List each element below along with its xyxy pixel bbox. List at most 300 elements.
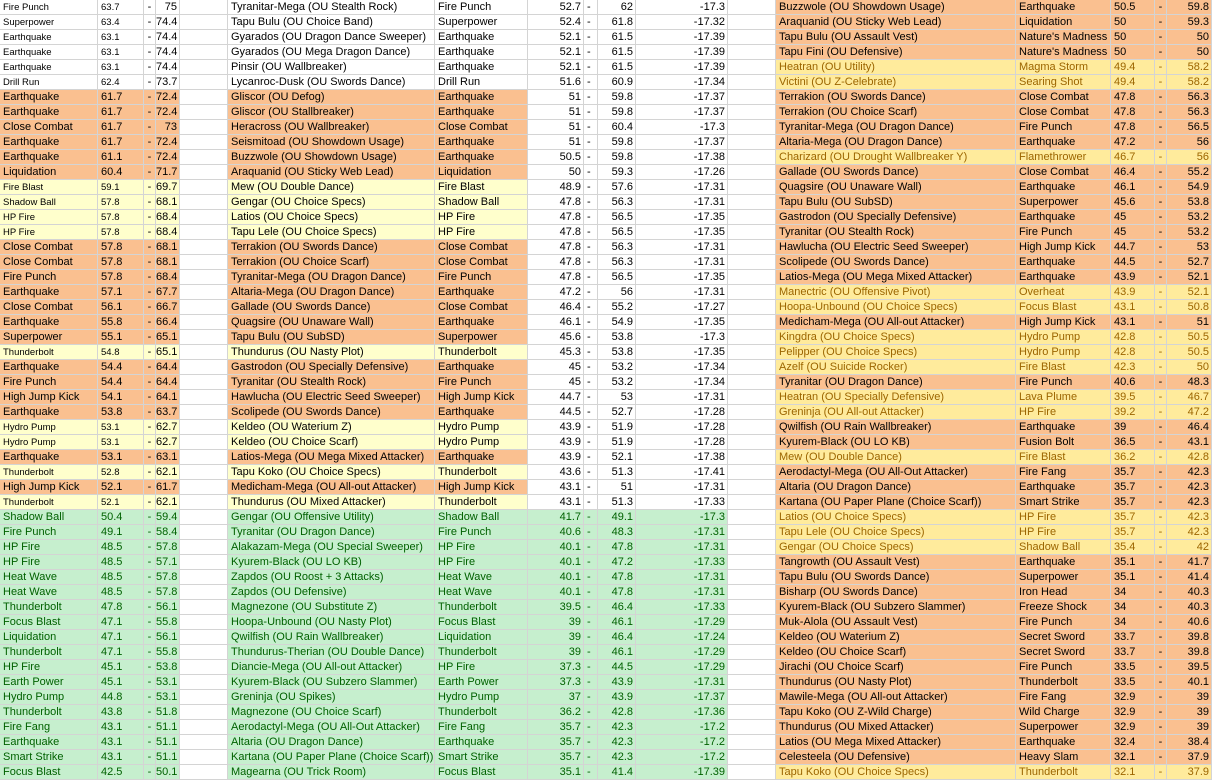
empty-cell[interactable] (180, 420, 228, 435)
pokemon-set-cell[interactable]: Gallade (OU Swords Dance) (228, 300, 435, 315)
move-cell[interactable]: Close Combat (435, 255, 528, 270)
min-damage-cell[interactable]: 35.7 (528, 750, 584, 765)
min-damage-cell[interactable]: 54.4 (98, 375, 144, 390)
move-cell[interactable]: Earthquake (435, 135, 528, 150)
empty-cell[interactable] (180, 105, 228, 120)
max-damage-cell[interactable]: 68.1 (156, 195, 180, 210)
difference-cell[interactable]: -17.31 (636, 240, 728, 255)
min-damage-cell[interactable]: 43.9 (528, 420, 584, 435)
min-damage-cell[interactable]: 43.6 (528, 465, 584, 480)
move-cell[interactable]: Thunderbolt (1016, 675, 1111, 690)
difference-cell[interactable]: -17.31 (636, 195, 728, 210)
min-damage-cell[interactable]: 35.7 (528, 735, 584, 750)
move-cell[interactable]: Heat Wave (0, 570, 98, 585)
min-damage-cell[interactable]: 45 (528, 375, 584, 390)
pokemon-set-cell[interactable]: Diancie-Mega (OU All-out Attacker) (228, 660, 435, 675)
dash-cell[interactable]: - (144, 120, 156, 135)
pokemon-set-cell[interactable]: Latios (OU Choice Specs) (776, 510, 1016, 525)
move-cell[interactable]: Fire Punch (435, 375, 528, 390)
min-damage-cell[interactable]: 37 (528, 690, 584, 705)
empty-cell[interactable] (180, 675, 228, 690)
pokemon-set-cell[interactable]: Thundurus (OU Nasty Plot) (228, 345, 435, 360)
max-damage-cell[interactable]: 74.4 (156, 30, 180, 45)
min-damage-cell[interactable]: 47.8 (1111, 90, 1155, 105)
max-damage-cell[interactable]: 42 (1167, 540, 1212, 555)
empty-cell[interactable] (180, 495, 228, 510)
empty-cell[interactable] (180, 510, 228, 525)
dash-cell[interactable]: - (584, 585, 598, 600)
max-damage-cell[interactable]: 56.3 (598, 195, 636, 210)
move-cell[interactable]: Focus Blast (1016, 300, 1111, 315)
empty-cell[interactable] (728, 375, 776, 390)
max-damage-cell[interactable]: 72.4 (156, 105, 180, 120)
max-damage-cell[interactable]: 40.6 (1167, 615, 1212, 630)
dash-cell[interactable]: - (144, 705, 156, 720)
pokemon-set-cell[interactable]: Tapu Koko (OU Choice Specs) (228, 465, 435, 480)
min-damage-cell[interactable]: 60.4 (98, 165, 144, 180)
move-cell[interactable]: Earthquake (0, 405, 98, 420)
min-damage-cell[interactable]: 33.7 (1111, 645, 1155, 660)
max-damage-cell[interactable]: 66.7 (156, 300, 180, 315)
pokemon-set-cell[interactable]: Aerodactyl-Mega (OU All-Out Attacker) (776, 465, 1016, 480)
move-cell[interactable]: HP Fire (1016, 510, 1111, 525)
move-cell[interactable]: Hydro Pump (1016, 345, 1111, 360)
max-damage-cell[interactable]: 67.7 (156, 285, 180, 300)
pokemon-set-cell[interactable]: Latios (OU Choice Specs) (228, 210, 435, 225)
max-damage-cell[interactable]: 58.2 (1167, 60, 1212, 75)
move-cell[interactable]: Smart Strike (1016, 495, 1111, 510)
difference-cell[interactable]: -17.39 (636, 765, 728, 780)
min-damage-cell[interactable]: 53.1 (98, 435, 144, 450)
max-damage-cell[interactable]: 38.4 (1167, 735, 1212, 750)
min-damage-cell[interactable]: 52.1 (528, 30, 584, 45)
move-cell[interactable]: Fire Punch (1016, 660, 1111, 675)
max-damage-cell[interactable]: 63.1 (156, 450, 180, 465)
min-damage-cell[interactable]: 47.8 (98, 600, 144, 615)
move-cell[interactable]: Close Combat (1016, 165, 1111, 180)
difference-cell[interactable]: -17.39 (636, 30, 728, 45)
difference-cell[interactable]: -17.33 (636, 600, 728, 615)
move-cell[interactable]: Liquidation (0, 630, 98, 645)
empty-cell[interactable] (728, 450, 776, 465)
max-damage-cell[interactable]: 46.1 (598, 645, 636, 660)
min-damage-cell[interactable]: 45.1 (98, 675, 144, 690)
min-damage-cell[interactable]: 50.5 (1111, 0, 1155, 15)
max-damage-cell[interactable]: 72.4 (156, 90, 180, 105)
difference-cell[interactable]: -17.33 (636, 555, 728, 570)
dash-cell[interactable]: - (1155, 750, 1167, 765)
dash-cell[interactable]: - (584, 435, 598, 450)
move-cell[interactable]: Superpower (0, 330, 98, 345)
max-damage-cell[interactable]: 46.1 (598, 615, 636, 630)
empty-cell[interactable] (728, 75, 776, 90)
max-damage-cell[interactable]: 43.9 (598, 690, 636, 705)
max-damage-cell[interactable]: 64.4 (156, 360, 180, 375)
max-damage-cell[interactable]: 51.9 (598, 420, 636, 435)
dash-cell[interactable]: - (1155, 60, 1167, 75)
empty-cell[interactable] (728, 570, 776, 585)
move-cell[interactable]: Close Combat (0, 255, 98, 270)
dash-cell[interactable]: - (1155, 330, 1167, 345)
min-damage-cell[interactable]: 53.8 (98, 405, 144, 420)
max-damage-cell[interactable]: 62.1 (156, 495, 180, 510)
max-damage-cell[interactable]: 52.1 (1167, 285, 1212, 300)
empty-cell[interactable] (728, 675, 776, 690)
pokemon-set-cell[interactable]: Kyurem-Black (OU LO KB) (228, 555, 435, 570)
max-damage-cell[interactable]: 50.5 (1167, 345, 1212, 360)
difference-cell[interactable]: -17.39 (636, 60, 728, 75)
min-damage-cell[interactable]: 39 (528, 630, 584, 645)
move-cell[interactable]: Liquidation (435, 630, 528, 645)
dash-cell[interactable]: - (584, 330, 598, 345)
difference-cell[interactable]: -17.31 (636, 390, 728, 405)
dash-cell[interactable]: - (144, 735, 156, 750)
max-damage-cell[interactable]: 68.1 (156, 240, 180, 255)
min-damage-cell[interactable]: 35.7 (1111, 465, 1155, 480)
pokemon-set-cell[interactable]: Muk-Alola (OU Assault Vest) (776, 615, 1016, 630)
difference-cell[interactable]: -17.31 (636, 285, 728, 300)
min-damage-cell[interactable]: 47.8 (528, 195, 584, 210)
difference-cell[interactable]: -17.31 (636, 480, 728, 495)
min-damage-cell[interactable]: 45 (1111, 225, 1155, 240)
empty-cell[interactable] (728, 255, 776, 270)
dash-cell[interactable]: - (584, 720, 598, 735)
move-cell[interactable]: Superpower (435, 330, 528, 345)
min-damage-cell[interactable]: 43.1 (1111, 300, 1155, 315)
dash-cell[interactable]: - (1155, 195, 1167, 210)
max-damage-cell[interactable]: 57.8 (156, 540, 180, 555)
move-cell[interactable]: Flamethrower (1016, 150, 1111, 165)
dash-cell[interactable]: - (584, 630, 598, 645)
difference-cell[interactable]: -17.39 (636, 45, 728, 60)
move-cell[interactable]: Earthquake (435, 30, 528, 45)
move-cell[interactable]: Thunderbolt (0, 345, 98, 360)
max-damage-cell[interactable]: 52.1 (1167, 270, 1212, 285)
dash-cell[interactable]: - (144, 480, 156, 495)
move-cell[interactable]: Close Combat (435, 240, 528, 255)
move-cell[interactable]: Hydro Pump (1016, 330, 1111, 345)
dash-cell[interactable]: - (144, 330, 156, 345)
max-damage-cell[interactable]: 41.4 (598, 765, 636, 780)
pokemon-set-cell[interactable]: Thundurus (OU Mixed Attacker) (228, 495, 435, 510)
move-cell[interactable]: Hydro Pump (0, 690, 98, 705)
min-damage-cell[interactable]: 52.1 (98, 495, 144, 510)
min-damage-cell[interactable]: 50 (1111, 30, 1155, 45)
dash-cell[interactable]: - (144, 405, 156, 420)
move-cell[interactable]: Earthquake (1016, 420, 1111, 435)
empty-cell[interactable] (728, 45, 776, 60)
move-cell[interactable]: Close Combat (0, 240, 98, 255)
pokemon-set-cell[interactable]: Bisharp (OU Swords Dance) (776, 585, 1016, 600)
pokemon-set-cell[interactable]: Heatran (OU Specially Defensive) (776, 390, 1016, 405)
max-damage-cell[interactable]: 57.6 (598, 180, 636, 195)
dash-cell[interactable]: - (584, 480, 598, 495)
dash-cell[interactable]: - (584, 555, 598, 570)
dash-cell[interactable]: - (584, 0, 598, 15)
empty-cell[interactable] (728, 225, 776, 240)
move-cell[interactable]: Smart Strike (0, 750, 98, 765)
max-damage-cell[interactable]: 56.1 (156, 630, 180, 645)
max-damage-cell[interactable]: 42.3 (598, 735, 636, 750)
min-damage-cell[interactable]: 50 (1111, 45, 1155, 60)
min-damage-cell[interactable]: 47.1 (98, 630, 144, 645)
min-damage-cell[interactable]: 52.1 (98, 480, 144, 495)
difference-cell[interactable]: -17.3 (636, 120, 728, 135)
empty-cell[interactable] (180, 180, 228, 195)
max-damage-cell[interactable]: 40.1 (1167, 675, 1212, 690)
difference-cell[interactable]: -17.31 (636, 255, 728, 270)
dash-cell[interactable]: - (144, 45, 156, 60)
move-cell[interactable]: Fire Fang (1016, 690, 1111, 705)
move-cell[interactable]: Shadow Ball (0, 195, 98, 210)
dash-cell[interactable]: - (584, 735, 598, 750)
dash-cell[interactable]: - (1155, 495, 1167, 510)
dash-cell[interactable]: - (1155, 30, 1167, 45)
pokemon-set-cell[interactable]: Tyranitar (OU Stealth Rock) (228, 375, 435, 390)
dash-cell[interactable]: - (144, 195, 156, 210)
max-damage-cell[interactable]: 59.8 (598, 150, 636, 165)
empty-cell[interactable] (180, 570, 228, 585)
pokemon-set-cell[interactable]: Keldeo (OU Choice Scarf) (228, 435, 435, 450)
move-cell[interactable]: Searing Shot (1016, 75, 1111, 90)
max-damage-cell[interactable]: 53.2 (598, 375, 636, 390)
dash-cell[interactable]: - (144, 660, 156, 675)
difference-cell[interactable]: -17.37 (636, 135, 728, 150)
min-damage-cell[interactable]: 54.1 (98, 390, 144, 405)
move-cell[interactable]: Earthquake (0, 105, 98, 120)
max-damage-cell[interactable]: 53.8 (156, 660, 180, 675)
difference-cell[interactable]: -17.2 (636, 750, 728, 765)
dash-cell[interactable]: - (144, 615, 156, 630)
dash-cell[interactable]: - (1155, 570, 1167, 585)
max-damage-cell[interactable]: 55.8 (156, 615, 180, 630)
max-damage-cell[interactable]: 51 (1167, 315, 1212, 330)
min-damage-cell[interactable]: 51 (528, 135, 584, 150)
dash-cell[interactable]: - (584, 645, 598, 660)
max-damage-cell[interactable]: 48.3 (598, 525, 636, 540)
dash-cell[interactable]: - (584, 510, 598, 525)
move-cell[interactable]: Heat Wave (435, 570, 528, 585)
min-damage-cell[interactable]: 35.7 (1111, 510, 1155, 525)
empty-cell[interactable] (180, 120, 228, 135)
dash-cell[interactable]: - (1155, 105, 1167, 120)
min-damage-cell[interactable]: 61.1 (98, 150, 144, 165)
max-damage-cell[interactable]: 61.5 (598, 45, 636, 60)
min-damage-cell[interactable]: 63.1 (98, 60, 144, 75)
max-damage-cell[interactable]: 50 (1167, 30, 1212, 45)
pokemon-set-cell[interactable]: Magnezone (OU Choice Scarf) (228, 705, 435, 720)
dash-cell[interactable]: - (584, 495, 598, 510)
move-cell[interactable]: Fire Punch (1016, 225, 1111, 240)
pokemon-set-cell[interactable]: Tyranitar-Mega (OU Dragon Dance) (776, 120, 1016, 135)
move-cell[interactable]: Thunderbolt (435, 465, 528, 480)
dash-cell[interactable]: - (584, 570, 598, 585)
move-cell[interactable]: Drill Run (435, 75, 528, 90)
min-damage-cell[interactable]: 43.8 (98, 705, 144, 720)
empty-cell[interactable] (728, 90, 776, 105)
pokemon-set-cell[interactable]: Kyurem-Black (OU Subzero Slammer) (228, 675, 435, 690)
dash-cell[interactable]: - (144, 645, 156, 660)
move-cell[interactable]: Shadow Ball (0, 510, 98, 525)
empty-cell[interactable] (728, 345, 776, 360)
max-damage-cell[interactable]: 72.4 (156, 135, 180, 150)
max-damage-cell[interactable]: 53.2 (598, 360, 636, 375)
dash-cell[interactable]: - (144, 555, 156, 570)
max-damage-cell[interactable]: 74.4 (156, 60, 180, 75)
max-damage-cell[interactable]: 72.4 (156, 150, 180, 165)
difference-cell[interactable]: -17.31 (636, 540, 728, 555)
move-cell[interactable]: Shadow Ball (435, 195, 528, 210)
dash-cell[interactable]: - (1155, 510, 1167, 525)
dash-cell[interactable]: - (144, 600, 156, 615)
empty-cell[interactable] (180, 315, 228, 330)
max-damage-cell[interactable]: 42.3 (598, 720, 636, 735)
min-damage-cell[interactable]: 33.5 (1111, 675, 1155, 690)
dash-cell[interactable]: - (144, 360, 156, 375)
min-damage-cell[interactable]: 37.3 (528, 675, 584, 690)
empty-cell[interactable] (180, 240, 228, 255)
max-damage-cell[interactable]: 39 (1167, 705, 1212, 720)
difference-cell[interactable]: -17.26 (636, 165, 728, 180)
max-damage-cell[interactable]: 74.4 (156, 15, 180, 30)
pokemon-set-cell[interactable]: Celesteela (OU Defensive) (776, 750, 1016, 765)
max-damage-cell[interactable]: 56 (1167, 135, 1212, 150)
difference-cell[interactable]: -17.28 (636, 435, 728, 450)
move-cell[interactable]: Heat Wave (0, 585, 98, 600)
max-damage-cell[interactable]: 66.4 (156, 315, 180, 330)
move-cell[interactable]: Earthquake (435, 315, 528, 330)
empty-cell[interactable] (728, 540, 776, 555)
dash-cell[interactable]: - (1155, 225, 1167, 240)
max-damage-cell[interactable]: 68.4 (156, 225, 180, 240)
pokemon-set-cell[interactable]: Tapu Lele (OU Choice Specs) (776, 525, 1016, 540)
move-cell[interactable]: High Jump Kick (1016, 315, 1111, 330)
max-damage-cell[interactable]: 53.2 (1167, 210, 1212, 225)
dash-cell[interactable]: - (144, 390, 156, 405)
pokemon-set-cell[interactable]: Medicham-Mega (OU All-out Attacker) (776, 315, 1016, 330)
min-damage-cell[interactable]: 49.4 (1111, 60, 1155, 75)
dash-cell[interactable]: - (144, 750, 156, 765)
move-cell[interactable]: Nature's Madness (1016, 30, 1111, 45)
move-cell[interactable]: Close Combat (435, 120, 528, 135)
empty-cell[interactable] (728, 180, 776, 195)
max-damage-cell[interactable]: 52.7 (598, 405, 636, 420)
dash-cell[interactable]: - (584, 90, 598, 105)
move-cell[interactable]: Focus Blast (435, 615, 528, 630)
dash-cell[interactable]: - (1155, 75, 1167, 90)
empty-cell[interactable] (180, 450, 228, 465)
max-damage-cell[interactable]: 65.1 (156, 345, 180, 360)
empty-cell[interactable] (728, 435, 776, 450)
min-damage-cell[interactable]: 53.1 (98, 450, 144, 465)
empty-cell[interactable] (180, 555, 228, 570)
move-cell[interactable]: Earthquake (0, 45, 98, 60)
max-damage-cell[interactable]: 42.3 (1167, 510, 1212, 525)
move-cell[interactable]: Fire Fang (0, 720, 98, 735)
dash-cell[interactable]: - (584, 240, 598, 255)
difference-cell[interactable]: -17.34 (636, 75, 728, 90)
dash-cell[interactable]: - (584, 120, 598, 135)
empty-cell[interactable] (728, 300, 776, 315)
difference-cell[interactable]: -17.37 (636, 105, 728, 120)
pokemon-set-cell[interactable]: Keldeo (OU Choice Scarf) (776, 645, 1016, 660)
move-cell[interactable]: HP Fire (435, 210, 528, 225)
move-cell[interactable]: Fire Punch (0, 525, 98, 540)
difference-cell[interactable]: -17.38 (636, 450, 728, 465)
dash-cell[interactable]: - (144, 150, 156, 165)
min-damage-cell[interactable]: 41.7 (528, 510, 584, 525)
move-cell[interactable]: HP Fire (435, 225, 528, 240)
difference-cell[interactable]: -17.31 (636, 570, 728, 585)
min-damage-cell[interactable]: 51 (528, 90, 584, 105)
empty-cell[interactable] (180, 0, 228, 15)
move-cell[interactable]: HP Fire (0, 225, 98, 240)
pokemon-set-cell[interactable]: Latios-Mega (OU Mega Mixed Attacker) (776, 270, 1016, 285)
min-damage-cell[interactable]: 36.2 (528, 705, 584, 720)
empty-cell[interactable] (180, 15, 228, 30)
move-cell[interactable]: Thunderbolt (0, 645, 98, 660)
max-damage-cell[interactable]: 57.8 (156, 585, 180, 600)
dash-cell[interactable]: - (584, 255, 598, 270)
max-damage-cell[interactable]: 46.4 (598, 600, 636, 615)
move-cell[interactable]: HP Fire (435, 660, 528, 675)
max-damage-cell[interactable]: 42.3 (1167, 480, 1212, 495)
min-damage-cell[interactable]: 45.1 (98, 660, 144, 675)
move-cell[interactable]: Close Combat (435, 300, 528, 315)
dash-cell[interactable]: - (584, 600, 598, 615)
empty-cell[interactable] (728, 510, 776, 525)
empty-cell[interactable] (180, 465, 228, 480)
move-cell[interactable]: Earthquake (0, 315, 98, 330)
empty-cell[interactable] (728, 60, 776, 75)
pokemon-set-cell[interactable]: Hoopa-Unbound (OU Choice Specs) (776, 300, 1016, 315)
min-damage-cell[interactable]: 56.1 (98, 300, 144, 315)
move-cell[interactable]: Liquidation (0, 165, 98, 180)
min-damage-cell[interactable]: 57.8 (98, 195, 144, 210)
pokemon-set-cell[interactable]: Gliscor (OU Stallbreaker) (228, 105, 435, 120)
move-cell[interactable]: Earthquake (0, 30, 98, 45)
pokemon-set-cell[interactable]: Terrakion (OU Choice Scarf) (228, 255, 435, 270)
dash-cell[interactable]: - (1155, 420, 1167, 435)
move-cell[interactable]: Close Combat (1016, 90, 1111, 105)
min-damage-cell[interactable]: 51 (528, 120, 584, 135)
pokemon-set-cell[interactable]: Lycanroc-Dusk (OU Swords Dance) (228, 75, 435, 90)
move-cell[interactable]: Fire Blast (1016, 450, 1111, 465)
max-damage-cell[interactable]: 51.1 (156, 720, 180, 735)
move-cell[interactable]: HP Fire (1016, 405, 1111, 420)
dash-cell[interactable]: - (1155, 240, 1167, 255)
pokemon-set-cell[interactable]: Tapu Bulu (OU Assault Vest) (776, 30, 1016, 45)
max-damage-cell[interactable]: 50.1 (156, 765, 180, 780)
dash-cell[interactable]: - (144, 285, 156, 300)
empty-cell[interactable] (180, 615, 228, 630)
pokemon-set-cell[interactable]: Hawlucha (OU Electric Seed Sweeper) (228, 390, 435, 405)
max-damage-cell[interactable]: 42.8 (1167, 450, 1212, 465)
move-cell[interactable]: Liquidation (1016, 15, 1111, 30)
max-damage-cell[interactable]: 52.7 (1167, 255, 1212, 270)
move-cell[interactable]: Fire Punch (0, 375, 98, 390)
min-damage-cell[interactable]: 57.8 (98, 270, 144, 285)
dash-cell[interactable]: - (144, 105, 156, 120)
min-damage-cell[interactable]: 43.1 (98, 720, 144, 735)
move-cell[interactable]: Hydro Pump (0, 420, 98, 435)
min-damage-cell[interactable]: 34 (1111, 585, 1155, 600)
move-cell[interactable]: Earthquake (435, 405, 528, 420)
min-damage-cell[interactable]: 43.1 (528, 480, 584, 495)
move-cell[interactable]: Fire Punch (435, 270, 528, 285)
pokemon-set-cell[interactable]: Gengar (OU Choice Specs) (776, 540, 1016, 555)
min-damage-cell[interactable]: 46.4 (1111, 165, 1155, 180)
